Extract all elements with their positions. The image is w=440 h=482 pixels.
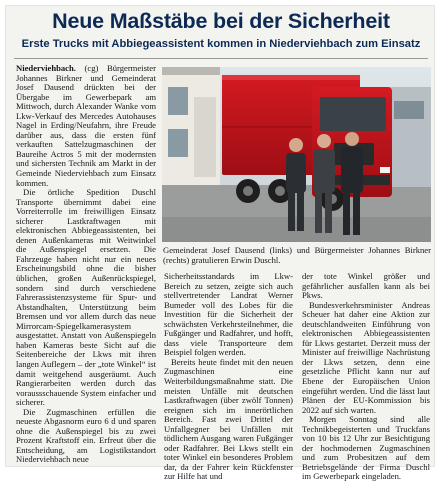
- photo-caption: Gemeinderat Josef Dausend (links) und Bürgermeister Johannes Birkner (rechts) gratulieren Erwin Duschl.: [163, 245, 431, 265]
- paragraph: Morgen Sonntag sind alle Technikbegeisterten und Truckfans von 10 bis 12 Uhr zur Besichtigung der hochmodernen Zugmaschinen und zum Probesitzen auf dem Betriebsgelände der Firma Duschl im Gewerbepark eingeladen.: [302, 414, 430, 482]
- paragraph: der tote Winkel größer und gefährlicher ausfallen kann als bei Pkws.: [302, 271, 430, 301]
- paragraph: Die örtliche Spedition Duschl Transporte übernimmt dabei eine Vorreiterrolle im freiwilligen Einsatz sicherer Lastkraftwagen mit elektronischen Abbiegeassistenten, bei denen Außenkameras mit Weitwinkel die Außenspiegel ersetzen. Die Fahrzeuge haben nicht nur ein neues Erscheinungsbild ohne die bisher üblichen, großen Außenrückspiegel, sondern sind durch verschiedene Fahrerassistenzsysteme für Spur- und Abstandhalten, Unterstützung beim Bremsen und vor allem durch das neue Mirrorcam-Spiegelkamerasystem ausgestattet. Anstatt von Außenspiegeln haben Kameras beste Sicht auf die Seitenbereiche der Lkws mit ihren langen Auflegern – der „tote Winkel“ ist damit weitgehend ausgeräumt. Auch Rangierarbeiten werden durch das voraussschauende System einfacher und sicherer.: [16, 187, 156, 408]
- article-column-3: [302, 271, 430, 482]
- divider: [14, 58, 428, 59]
- paragraph: Sicherheitsstandards im Lkw-Bereich zu setzen, zeigte sich auch stellvertretender Landrat Werner Bumeder voll des Lobes für die Investition für die Sicherheit der schwächsten Verkehrsteilnehmer, die Fußgänger und Radfahrer, und hofft, dass viele Transporteure dem Beispiel folgen werden.: [164, 271, 293, 358]
- article-photo: [162, 67, 431, 242]
- paragraph: Die Zugmaschinen erfüllen die neueste Abgasnorm euro 6 d und sparen ohne die Außenspiegel bis zu zwei Prozent Kraftstoff ein. Erfreut über die Entscheidung, am Logistikstandort Niederviehbach neue: [16, 406, 156, 465]
- article-column-2: [164, 271, 293, 482]
- paragraph-text: (cg) Bürgermeister Johannes Birkner und Gemeinderat Josef Dausend drückten bei der Übergabe im Gewerbepark am Mittwoch, durch Alexander Wanke vom Lkw-Verkauf des Mercedes Autohauses Nagel in Erding/Neufahrn, ihre Freude darüber aus, dass die ersten fünf verkauften Sattelzugmaschinen der Baureihe Actros 5 mit der modernsten und sichersten Technik am Markt in der Gemeinde Niederviehbach zum Einsatz kommen.: [16, 63, 156, 188]
- paragraph: [16, 64, 156, 188]
- headline: Neue Maßstäbe bei der Sicherheit: [52, 9, 390, 33]
- subheadline: Erste Trucks mit Abbiegeassistent kommen in Niederviehbach zum Einsatz: [21, 38, 421, 50]
- article-column-1: [16, 64, 156, 464]
- dateline: Niederviehbach.: [16, 63, 76, 73]
- truck-photo-illustration: [162, 67, 431, 242]
- newspaper-clipping: [5, 5, 435, 482]
- paragraph: Bereits heute findet mit den neuen Zugmaschinen eine Weiterbildungsmaßnahme statt. Die meisten Unfälle mit deutschen Lastkraftwagen (über zwölf Tonnen) ereignen sich im innerörtlichen Bereich. Fast zwei Drittel der Unfallgegner bei Unfällen mit tödlichem Ausgang waren Fußgänger oder Radfahrer. Bei Lkws stellt ein toter Winkel ein besonderes Problem dar, da der Fahrer kein Rückfenster zur Hilfe hat und: [164, 356, 293, 482]
- paragraph: Bundesverkehrsminister Andreas Scheuer hat daher eine Aktion zur deutschlandweiten Einführung von elektronischen Abbiegeassistenten für Lkws gestartet. Derzeit muss der Minister auf freiwillige Nachrüstung der Lkws setzen, denn eine gesetzliche Pflicht kann nur auf Ebene der Europäischen Union eingeführt werden. Und die lässt laut Plänen der EU-Kommission bis 2022 auf sich warten.: [302, 299, 430, 415]
